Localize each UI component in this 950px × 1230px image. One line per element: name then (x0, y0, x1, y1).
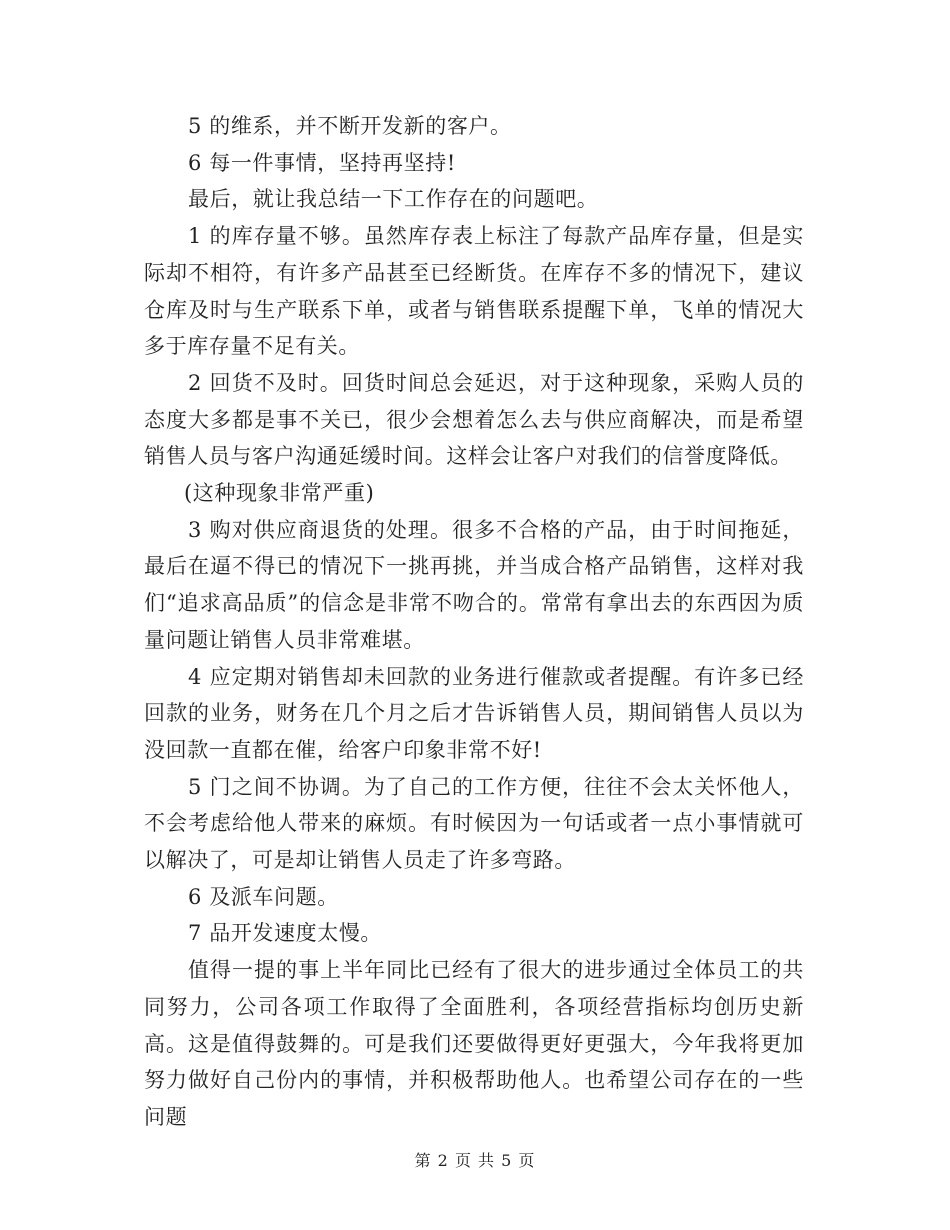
paragraph-5: 2 回货不及时。回货时间总会延迟，对于这种现象，采购人员的态度大多都是事不关已，很少会想着怎么去与供应商解决，而是希望销售人员与客户沟通延缓时间。这样会让客户对我们的信誉度降低。 (144, 370, 804, 469)
paragraph-11: 7 品开发速度太慢。 (188, 921, 383, 946)
page-number-text: 第 2 页 共 5 页 (414, 1151, 536, 1170)
paragraph-6: (这种现象非常严重) (184, 481, 375, 506)
paragraph-7: 3 购对供应商退货的处理。很多不合格的产品，由于时间拖延，最后在逼不得已的情况下一挑再挑，并当成合格产品销售，这样对我们“追求高品质”的信念是非常不吻合的。常常有拿出去的东西因为质量问题让销售人员非常难堪。 (144, 517, 804, 652)
paragraph-4: 1 的库存量不够。虽然库存表上标注了每款产品库存量，但是实际却不相符，有许多产品甚至已经断货。在库存不多的情况下，建议仓库及时与生产联系下单，或者与销售联系提醒下单，飞单的情况大多于库存量不足有关。 (144, 224, 804, 359)
paragraph-3: 最后，就让我总结一下工作存在的问题吧。 (188, 187, 599, 212)
page-footer (0, 1151, 950, 1171)
paragraph-1: 5 的维系，并不断开发新的客户。 (188, 114, 512, 138)
paragraph-2: 6 每一件事情，坚持再坚持! (188, 150, 456, 175)
paragraph-12: 值得一提的事上半年同比已经有了很大的进步通过全体员工的共同努力，公司各项工作取得了全面胜利，各项经营指标均创历史新高。这是值得鼓舞的。可是我们还要做得更好更强大，今年我将更加努力做好自己份内的事情，并积极帮助他人。也希望公司存在的一些问题 (144, 958, 804, 1129)
paragraph-9: 5 门之间不协调。为了自己的工作方便，往往不会太关怀他人，不会考虑给他人带来的麻烦。有时候因为一句话或者一点小事情就可以解决了，可是却让销售人员走了许多弯路。 (144, 774, 804, 873)
paragraph-8: 4 应定期对销售却未回款的业务进行催款或者提醒。有许多已经回款的业务，财务在几个月之后才告诉销售人员，期间销售人员以为没回款一直都在催，给客户印象非常不好! (144, 664, 804, 762)
document-body (144, 108, 804, 1136)
paragraph-10: 6 及派车问题。 (188, 884, 339, 909)
